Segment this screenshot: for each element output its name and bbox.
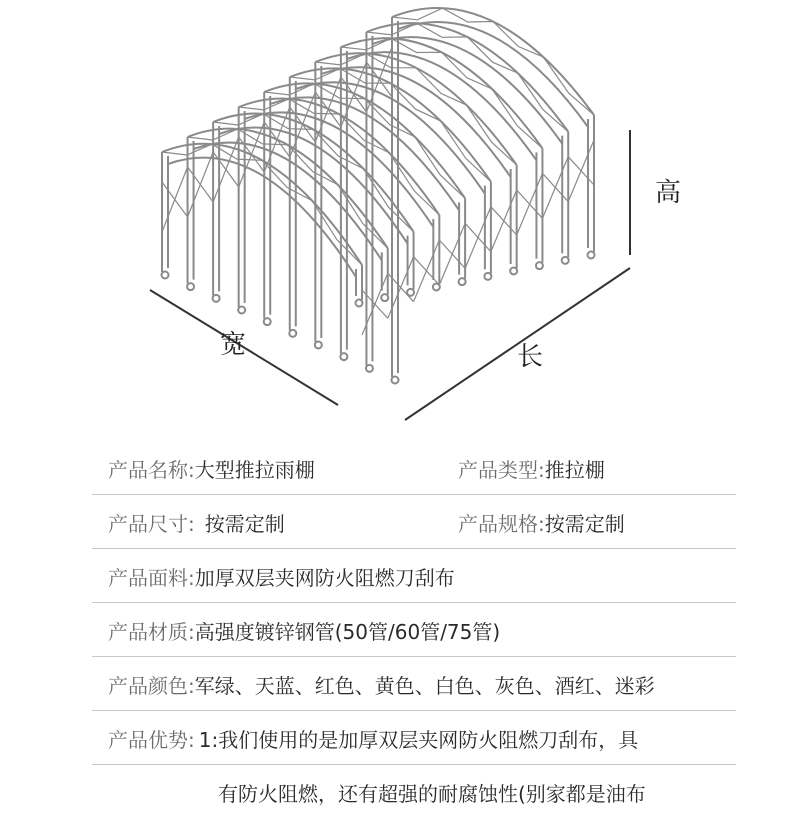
frame-brace: [188, 152, 214, 217]
spec-cell-size: [108, 508, 285, 537]
spec-row-size-spec: [92, 495, 736, 549]
spec-cell-name: [108, 454, 315, 483]
spec-row-advantage-cont: [92, 765, 736, 819]
product-size-label: 产品尺寸:: [108, 511, 195, 536]
frame-wheel: [588, 252, 595, 259]
frame-wheel: [340, 353, 347, 360]
frame-brace: [162, 167, 188, 232]
product-fabric-label: 产品面料:: [108, 565, 195, 590]
frame-roof-truss: [213, 114, 414, 232]
spec-cell-advantage-cont: [218, 778, 646, 807]
product-name-value: 大型推拉雨棚: [194, 457, 315, 482]
width-label: 宽: [220, 330, 247, 360]
product-spec-value: 按需定制: [544, 511, 625, 536]
spec-cell-color: [108, 670, 655, 699]
frame-brace: [414, 240, 440, 302]
product-type-value: 推拉棚: [544, 457, 605, 482]
frame-brace: [439, 223, 465, 285]
frame-wheel: [510, 268, 517, 275]
product-color-label: 产品颜色:: [108, 673, 195, 698]
frame-wheel: [264, 318, 271, 325]
frame-wheel: [238, 307, 245, 314]
product-advantage-line-1: 1:我们使用的是加厚双层夹网防火阻燃刀刮布，具: [198, 727, 639, 752]
frame-wheel: [562, 257, 569, 264]
frame-wheel: [407, 289, 414, 296]
product-advantage-line-2: 有防火阻燃，还有超强的耐腐蚀性(别家都是油布: [218, 781, 646, 806]
frame-brace: [491, 190, 517, 252]
frame-wheel: [356, 300, 363, 307]
frame-wheel: [289, 330, 296, 337]
spec-row-material: [92, 603, 736, 657]
frame-wheel: [433, 284, 440, 291]
frame-wheel: [536, 262, 543, 269]
frame-wheel: [162, 272, 169, 279]
frame-brace: [568, 140, 594, 202]
frame-wheel: [366, 365, 373, 372]
frame-roof-arch: [188, 129, 388, 249]
spec-row-color: [92, 657, 736, 711]
spec-cell-fabric: [108, 562, 455, 591]
spec-row-advantage: [92, 711, 736, 765]
frame-wheel: [459, 278, 466, 285]
spec-row-name-type: [92, 441, 736, 495]
spec-row-fabric: [92, 549, 736, 603]
product-advantage-label: 产品优势:: [108, 727, 195, 752]
frame-wheel: [392, 377, 399, 384]
height-label: 高: [655, 178, 682, 208]
frame-wheel: [381, 294, 388, 301]
product-type-label: 产品类型:: [458, 457, 545, 482]
frame-brace: [517, 173, 543, 235]
spec-cell-spec: [458, 508, 625, 537]
product-size-value: 按需定制: [204, 511, 285, 536]
length-label: 长: [517, 342, 544, 372]
frame-wheel: [484, 273, 491, 280]
frame-wheel: [315, 342, 322, 349]
spec-cell-advantage: [108, 724, 638, 753]
product-spec-label: 产品规格:: [458, 511, 545, 536]
product-fabric-value: 加厚双层夹网防火阻燃刀刮布: [194, 565, 455, 590]
frame-wheel: [187, 283, 194, 290]
frame-brace: [542, 157, 568, 219]
spec-cell-material: [108, 616, 500, 645]
product-color-value: 军绿、天蓝、红色、黄色、白色、灰色、酒红、迷彩: [194, 673, 655, 698]
product-material-label: 产品材质:: [108, 619, 195, 644]
frame-brace: [465, 207, 491, 269]
product-material-value: 高强度镀锌钢管(50管/60管/75管): [194, 619, 501, 644]
frame-brace: [366, 47, 392, 112]
product-name-label: 产品名称:: [108, 457, 195, 482]
spec-cell-type: [458, 454, 605, 483]
frame-wheel: [213, 295, 220, 302]
